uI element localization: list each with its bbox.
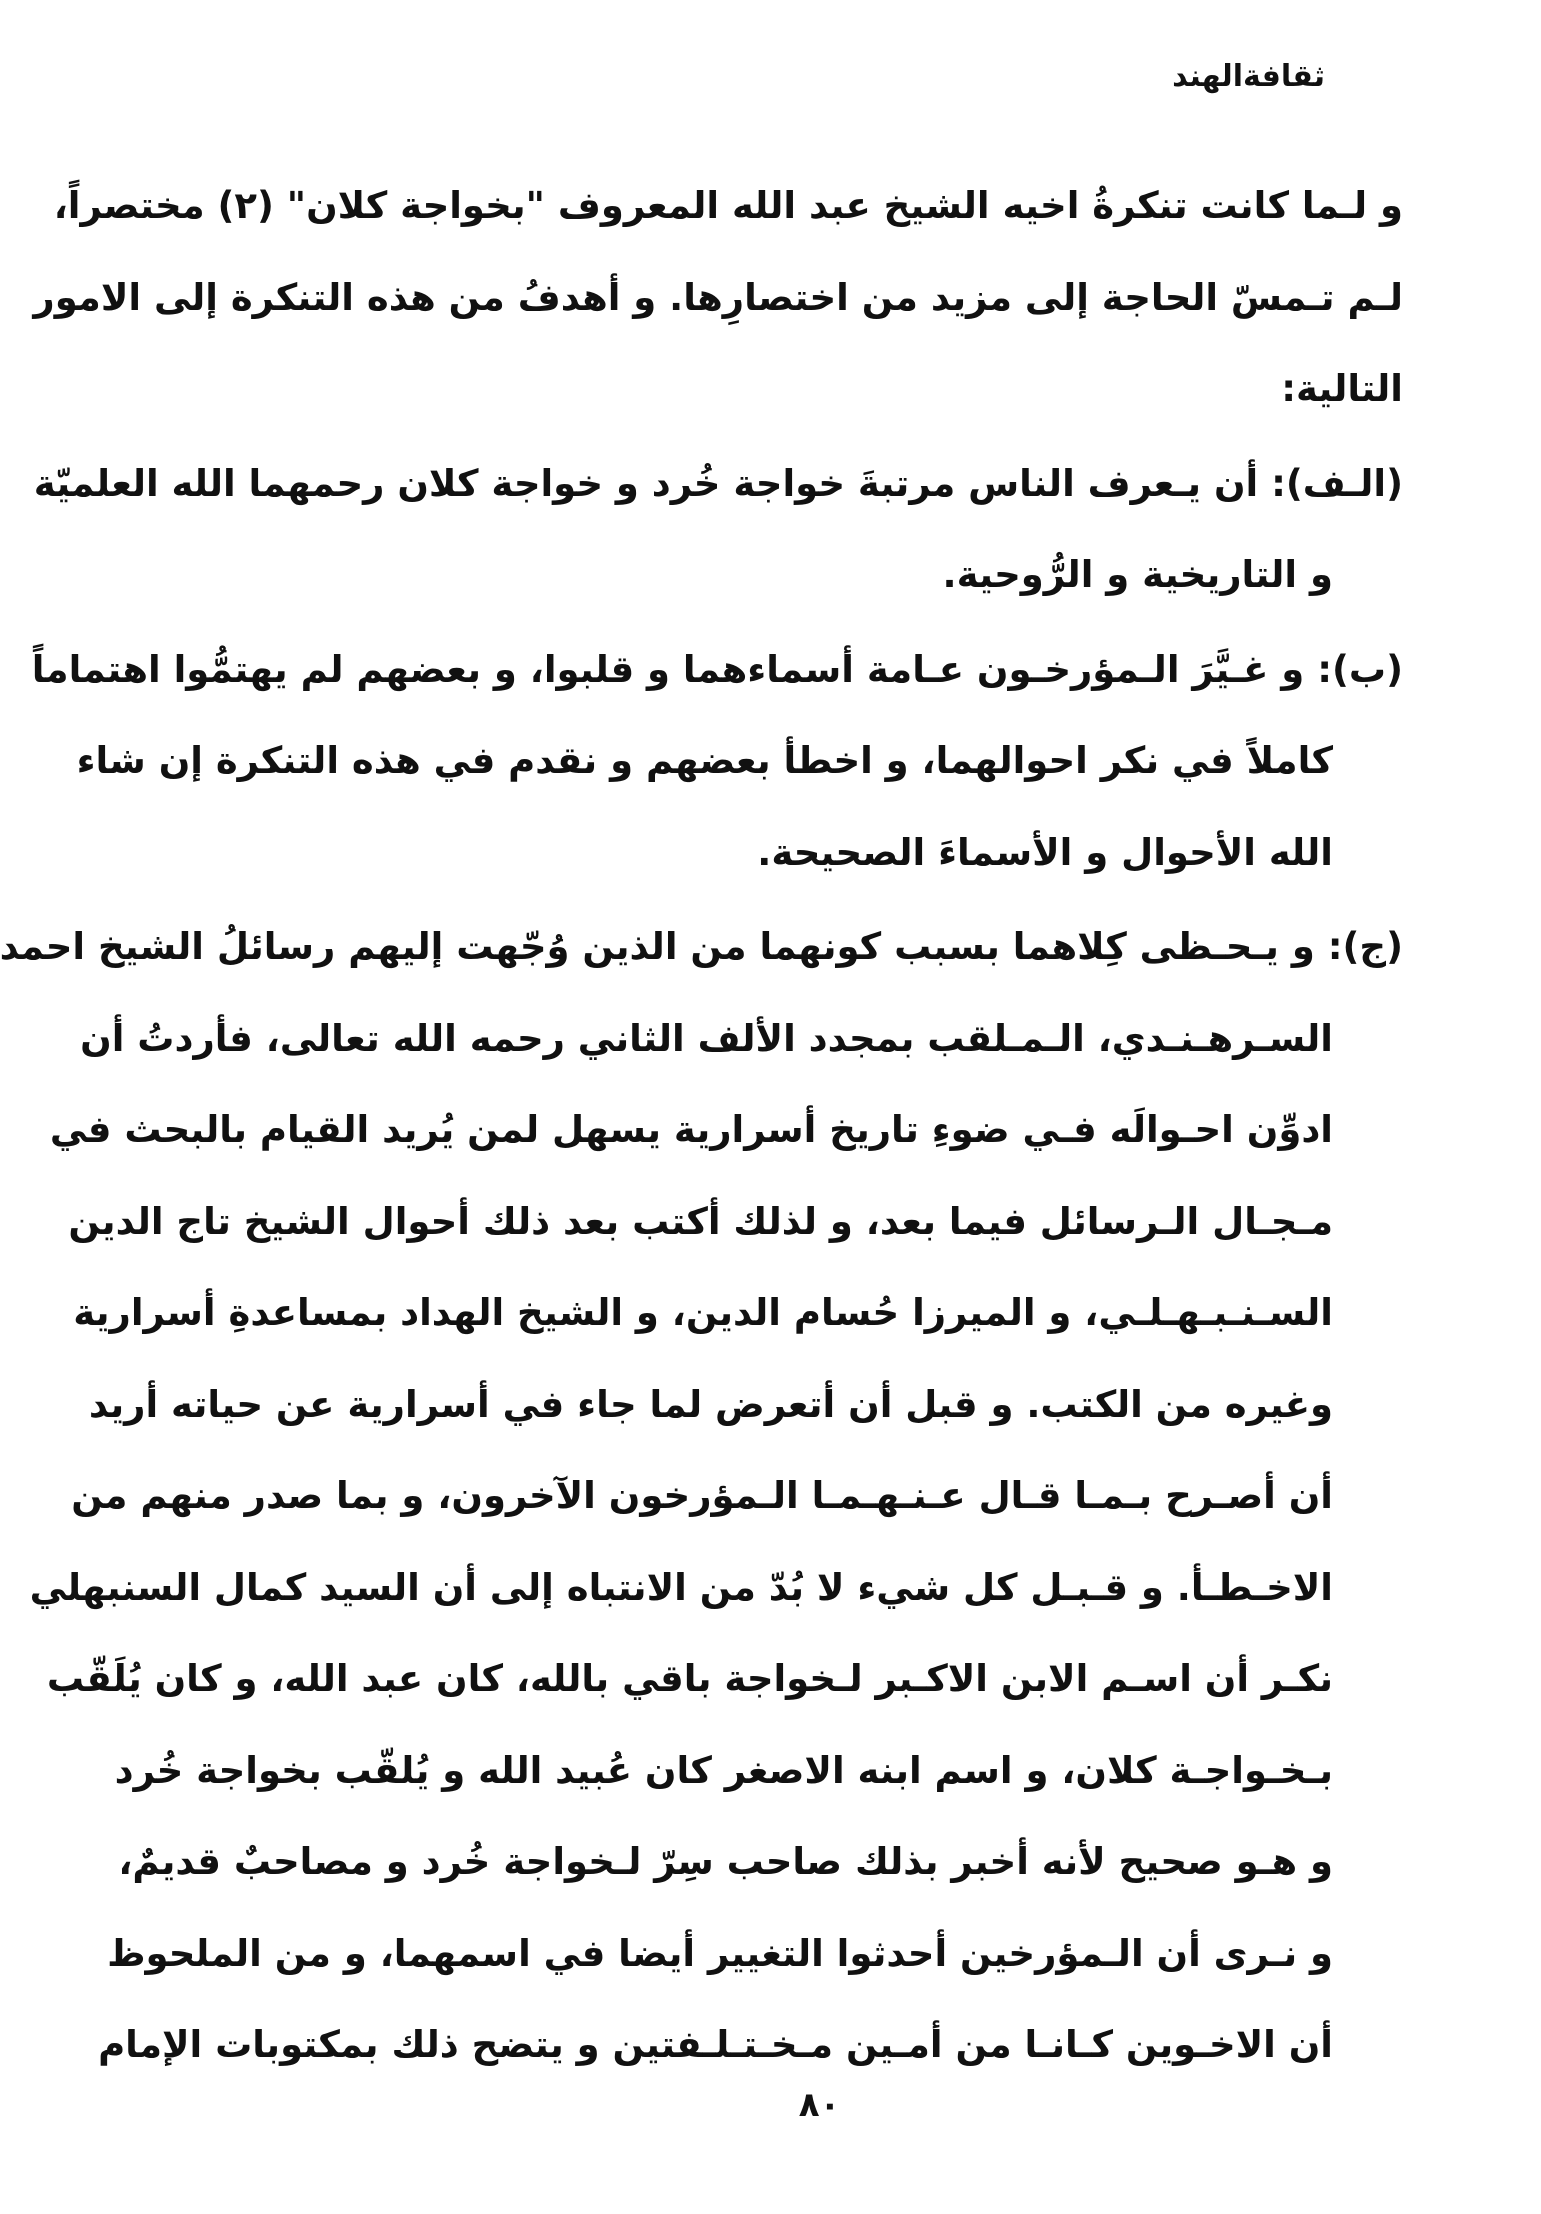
text-line: الله الأحوال و الأسماءَ الصحيحة. bbox=[757, 830, 1333, 874]
text-line: لـم تـمسّ الحاجة إلى مزيد من اختصارِها. و أهدفُ من هذه التنكرة إلى الامور bbox=[33, 275, 1403, 319]
text-line: و التاريخية و الرُّوحية. bbox=[942, 553, 1333, 596]
text-line: أن الاخـوين كـانـا من أمـين مـخـتـلـفتين و يتضح ذلك بمكتوبات الإمام bbox=[98, 2023, 1333, 2066]
text-line: مـجـال الـرسائل فيما بعد، و لذلك أكتب بعد ذلك أحوال الشيخ تاج الدين bbox=[68, 1199, 1333, 1243]
text-line: نكـر أن اسـم الابن الاكـبر لـخواجة باقي بالله، كان عبد الله، و كان يُلَقّب bbox=[46, 1657, 1333, 1700]
text-line: (ج): و يـحـظى كِلاهما بسبب كونهما من الذين وُجّهت إليهم رسائلُ الشيخ احمد bbox=[0, 925, 1403, 968]
paragraph-jim bbox=[0, 901, 1403, 2091]
text-line: أن أصـرح بـمـا قـال عـنـهـمـا الـمؤرخون الآخرون، و بما صدر منهم من bbox=[71, 1474, 1333, 1517]
paragraph-alif bbox=[33, 438, 1403, 621]
text-line: و لـما كانت تنكرةُ اخيه الشيخ عبد الله المعروف "بخواجة كلان" (٢) مختصراً، bbox=[53, 184, 1403, 227]
text-line: التالية: bbox=[1281, 367, 1403, 410]
paragraph-ba bbox=[31, 624, 1403, 899]
text-line: بـخـواجـة كلان، و اسم ابنه الاصغر كان عُبيد الله و يُلقّب بخواجة خُرد bbox=[114, 1748, 1333, 1792]
text-line: و هـو صحيح لأنه أخبر بذلك صاحب سِرّ لـخواجة خُرد و مصاحبٌ قديمٌ، bbox=[118, 1840, 1333, 1883]
text-line: و نـرى أن الـمؤرخين أحدثوا التغيير أيضا في اسمهما، و من الملحوظ bbox=[107, 1931, 1333, 1975]
text-line: ادوِّن احـوالَه فـي ضوءِ تاريخ أسرارية يسهل لمن يُريد القيام بالبحث في bbox=[49, 1108, 1333, 1151]
text-line: وغيره من الكتب. و قبل أن أتعرض لما جاء في أسرارية عن حياته أريد bbox=[88, 1382, 1333, 1426]
text-line: كاملاً في نكر احوالهما، و اخطأ بعضهم و نقدم في هذه التنكرة إن شاء bbox=[76, 739, 1333, 782]
running-header: ثقافةالهند bbox=[1172, 59, 1325, 94]
text-line: السـرهـنـدي، الـمـلقب بمجدد الألف الثاني رحمه الله تعالى، فأردتُ أن bbox=[80, 1016, 1333, 1060]
page-number: ٨٠ bbox=[798, 2085, 841, 2125]
paragraph-intro bbox=[33, 160, 1403, 435]
text-line: (ب): و غـيَّرَ الـمؤرخـون عـامة أسماءهما و قلبوا، و بعضهم لم يهتمُّوا اهتماماً bbox=[31, 647, 1403, 691]
text-line: السـنـبـهـلـي، و الميرزا حُسام الدين، و الشيخ الهداد بمساعدةِ أسرارية bbox=[73, 1291, 1333, 1334]
text-line: (الـف): أن يـعرف الناس مرتبةَ خواجة خُرد و خواجة كلان رحمهما الله العلميّة bbox=[33, 461, 1403, 505]
body-text bbox=[0, 160, 1403, 2091]
text-line: الاخـطـأ. و قـبـل كل شيء لا بُدّ من الانتباه إلى أن السيد كمال السنبهلي bbox=[29, 1565, 1333, 1609]
